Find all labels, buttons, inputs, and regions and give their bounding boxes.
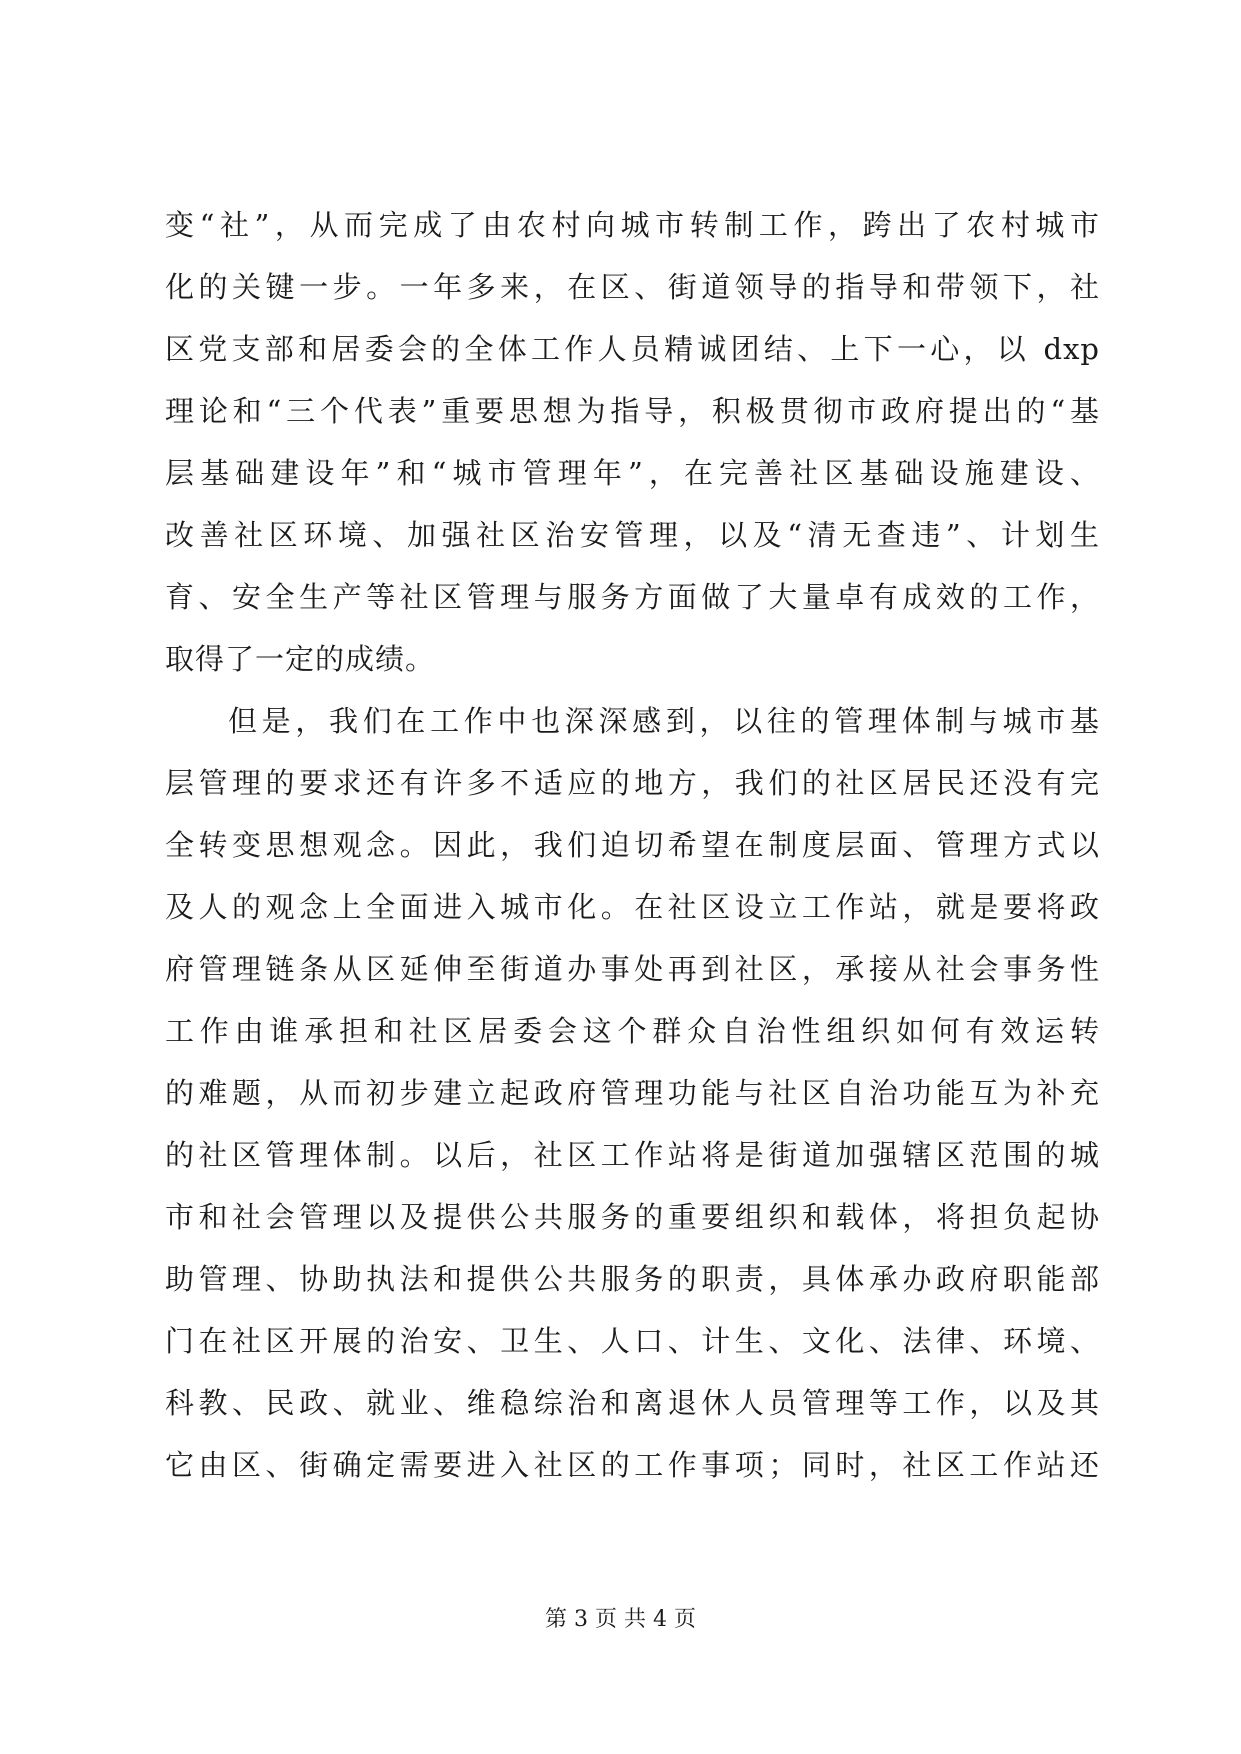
text-line: 全转变思想观念。因此，我们迫切希望在制度层面、管理方式以 bbox=[165, 828, 1100, 862]
text-line: 育、安全生产等社区管理与服务方面做了大量卓有成效的工作， bbox=[165, 580, 1100, 614]
text-line: 工作由谁承担和社区居委会这个群众自治性组织如何有效运转 bbox=[165, 1014, 1100, 1048]
text-line: 的难题，从而初步建立起政府管理功能与社区自治功能互为补充 bbox=[165, 1076, 1100, 1110]
text-line: 助管理、协助执法和提供公共服务的职责，具体承办政府职能部 bbox=[165, 1262, 1100, 1296]
text-line: 的社区管理体制。以后，社区工作站将是街道加强辖区范围的城 bbox=[165, 1138, 1100, 1172]
text-line: 府管理链条从区延伸至街道办事处再到社区，承接从社会事务性 bbox=[165, 952, 1100, 986]
page-number-footer: 第 3 页 共 4 页 bbox=[545, 1607, 696, 1632]
text-line: 化的关键一步。一年多来，在区、街道领导的指导和带领下，社 bbox=[165, 270, 1100, 304]
text-line: 层管理的要求还有许多不适应的地方，我们的社区居民还没有完 bbox=[165, 766, 1100, 800]
text-line: 取得了一定的成绩。 bbox=[165, 642, 436, 676]
text-line: 科教、民政、就业、维稳综治和离退休人员管理等工作，以及其 bbox=[165, 1386, 1100, 1420]
text-line: 变“社”，从而完成了由农村向城市转制工作，跨出了农村城市 bbox=[165, 208, 1100, 242]
text-line: 但是，我们在工作中也深深感到，以往的管理体制与城市基 bbox=[228, 704, 1100, 738]
text-line: 改善社区环境、加强社区治安管理，以及“清无查违”、计划生 bbox=[165, 518, 1100, 552]
text-line: 它由区、街确定需要进入社区的工作事项；同时，社区工作站还 bbox=[165, 1448, 1100, 1482]
text-line: 门在社区开展的治安、卫生、人口、计生、文化、法律、环境、 bbox=[165, 1324, 1100, 1358]
text-line: 市和社会管理以及提供公共服务的重要组织和载体，将担负起协 bbox=[165, 1200, 1100, 1234]
text-line: 理论和“三个代表”重要思想为指导，积极贯彻市政府提出的“基 bbox=[165, 394, 1100, 428]
text-line: 层基础建设年”和“城市管理年”，在完善社区基础设施建设、 bbox=[165, 456, 1100, 490]
text-line: 区党支部和居委会的全体工作人员精诚团结、上下一心，以 dxp bbox=[165, 332, 1100, 366]
text-line: 及人的观念上全面进入城市化。在社区设立工作站，就是要将政 bbox=[165, 890, 1100, 924]
